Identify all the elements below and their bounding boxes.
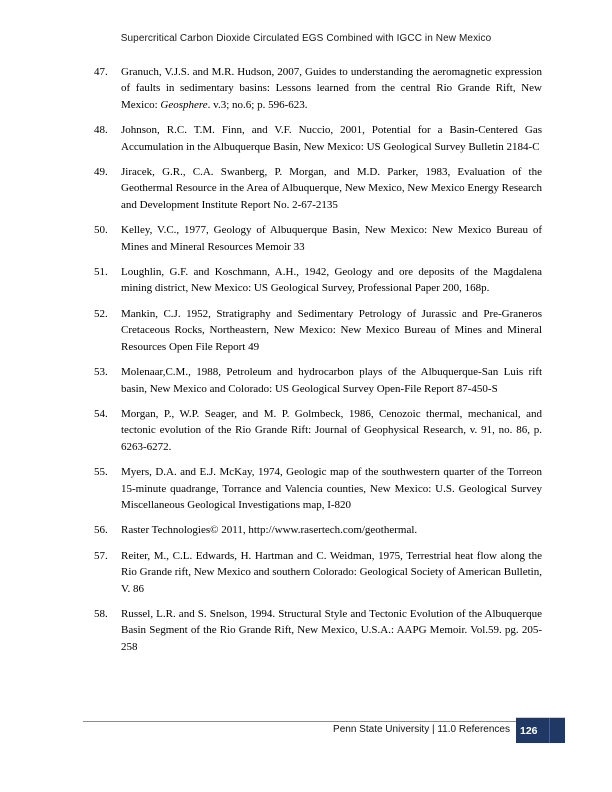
reference-item-47 (94, 64, 542, 113)
page-number-box (516, 717, 565, 743)
reference-text: Molenaar,C.M., 1988, Petroleum and hydrocarbon plays of the Albuquerque-San Luis rift basin, New Mexico and Colorado: US Geological Survey Open-File Report 87-450-S (121, 366, 542, 395)
reference-item-50 (94, 222, 542, 255)
reference-number: 57. (94, 549, 108, 562)
reference-item-55 (94, 464, 542, 513)
reference-number: 49. (94, 166, 108, 179)
reference-text: Russel, L.R. and S. Snelson, 1994. Structural Style and Tectonic Evolution of the Albuquerque Basin Segment of the Rio Grande Rift, New Mexico, U.S.A.: AAPG Memoir. Vol.59. pg. 205-258 (121, 607, 542, 653)
reference-text: Johnson, R.C. T.M. Finn, and V.F. Nuccio, 2001, Potential for a Basin-Centered Gas Accumulation in the Albuquerque Basin, New Mexico: US Geological Survey Bulletin 2184-C (121, 124, 542, 153)
footer-rule (83, 721, 565, 722)
reference-item-51 (94, 264, 542, 297)
page-number-box-tail (550, 718, 565, 743)
reference-text: Jiracek, G.R., C.A. Swanberg, P. Morgan, and M.D. Parker, 1983, Evaluation of the Geothermal Resource in the Area of Albuquerque, New Mexico, New Mexico Energy Research and Development Institute Report No. 2-67-2135 (121, 166, 542, 211)
reference-text: Kelley, V.C., 1977, Geology of Albuquerque Basin, New Mexico: New Mexico Bureau of Mines and Mineral Resources Memoir 33 (121, 224, 542, 253)
page-number: 126 (516, 718, 550, 743)
reference-number: 51. (94, 266, 108, 279)
reference-text: . v.3; no.6; p. 596-623. (207, 98, 308, 111)
footer-running-title: Penn State University | 11.0 References (333, 724, 510, 735)
reference-number: 53. (94, 366, 108, 379)
reference-number: 56. (94, 524, 108, 537)
reference-item-57 (94, 548, 542, 597)
reference-item-52 (94, 306, 542, 355)
running-header: Supercritical Carbon Dioxide Circulated EGS Combined with IGCC in New Mexico (120, 33, 492, 44)
reference-item-49 (94, 164, 542, 213)
reference-url: Raster Technologies© 2011, http://www.rasertech.com/geothermal. (121, 524, 418, 537)
reference-number: 54. (94, 407, 108, 420)
reference-text: Granuch, V.J.S. and M.R. Hudson, 2007, Guides to understanding the aeromagnetic expression of faults in sedimentary basins: Lessons learned from the central Rio Grande Rift, New Mexico: (121, 66, 542, 111)
reference-number: 47. (94, 66, 108, 78)
reference-item-53 (94, 364, 542, 397)
reference-text: Myers, D.A. and E.J. McKay, 1974, Geologic map of the southwestern quarter of the Torreon 15-minute quadrange, Torrance and Valencia counties, New Mexico: U.S. Geological Survey Miscellaneous Geological Investigations map, I-820 (121, 466, 542, 511)
reference-number: 55. (94, 466, 108, 479)
reference-item-56 (94, 522, 542, 538)
reference-number: 58. (94, 607, 108, 620)
reference-item-48 (94, 122, 542, 155)
references-list (94, 64, 542, 664)
reference-number: 48. (94, 124, 108, 137)
reference-text: Reiter, M., C.L. Edwards, H. Hartman and C. Weidman, 1975, Terrestrial heat flow along the Rio Grande rift, New Mexico and southern Colorado: Geological Society of American Bulletin, V. 86 (121, 549, 542, 595)
reference-text: Mankin, C.J. 1952, Stratigraphy and Sedimentary Petrology of Jurassic and Pre-Graneros Cretaceous Rocks, Northeastern, New Mexico: New Mexico Bureau of Mines and Mineral Resources Open File Report 49 (121, 307, 542, 353)
reference-journal-italic: Geosphere (160, 98, 208, 111)
reference-item-58 (94, 606, 542, 655)
reference-item-54 (94, 406, 542, 455)
reference-text: Morgan, P., W.P. Seager, and M. P. Golmbeck, 1986, Cenozoic thermal, mechanical, and tectonic evolution of the Rio Grande Rift: Journal of Geophysical Research, v. 91, no. 86, p. 6263-6272. (121, 407, 542, 453)
reference-number: 50. (94, 224, 108, 237)
reference-number: 52. (94, 307, 108, 320)
reference-text: Loughlin, G.F. and Koschmann, A.H., 1942, Geology and ore deposits of the Magdalena mining district, New Mexico: US Geological Survey, Professional Paper 200, 168p. (121, 266, 542, 295)
